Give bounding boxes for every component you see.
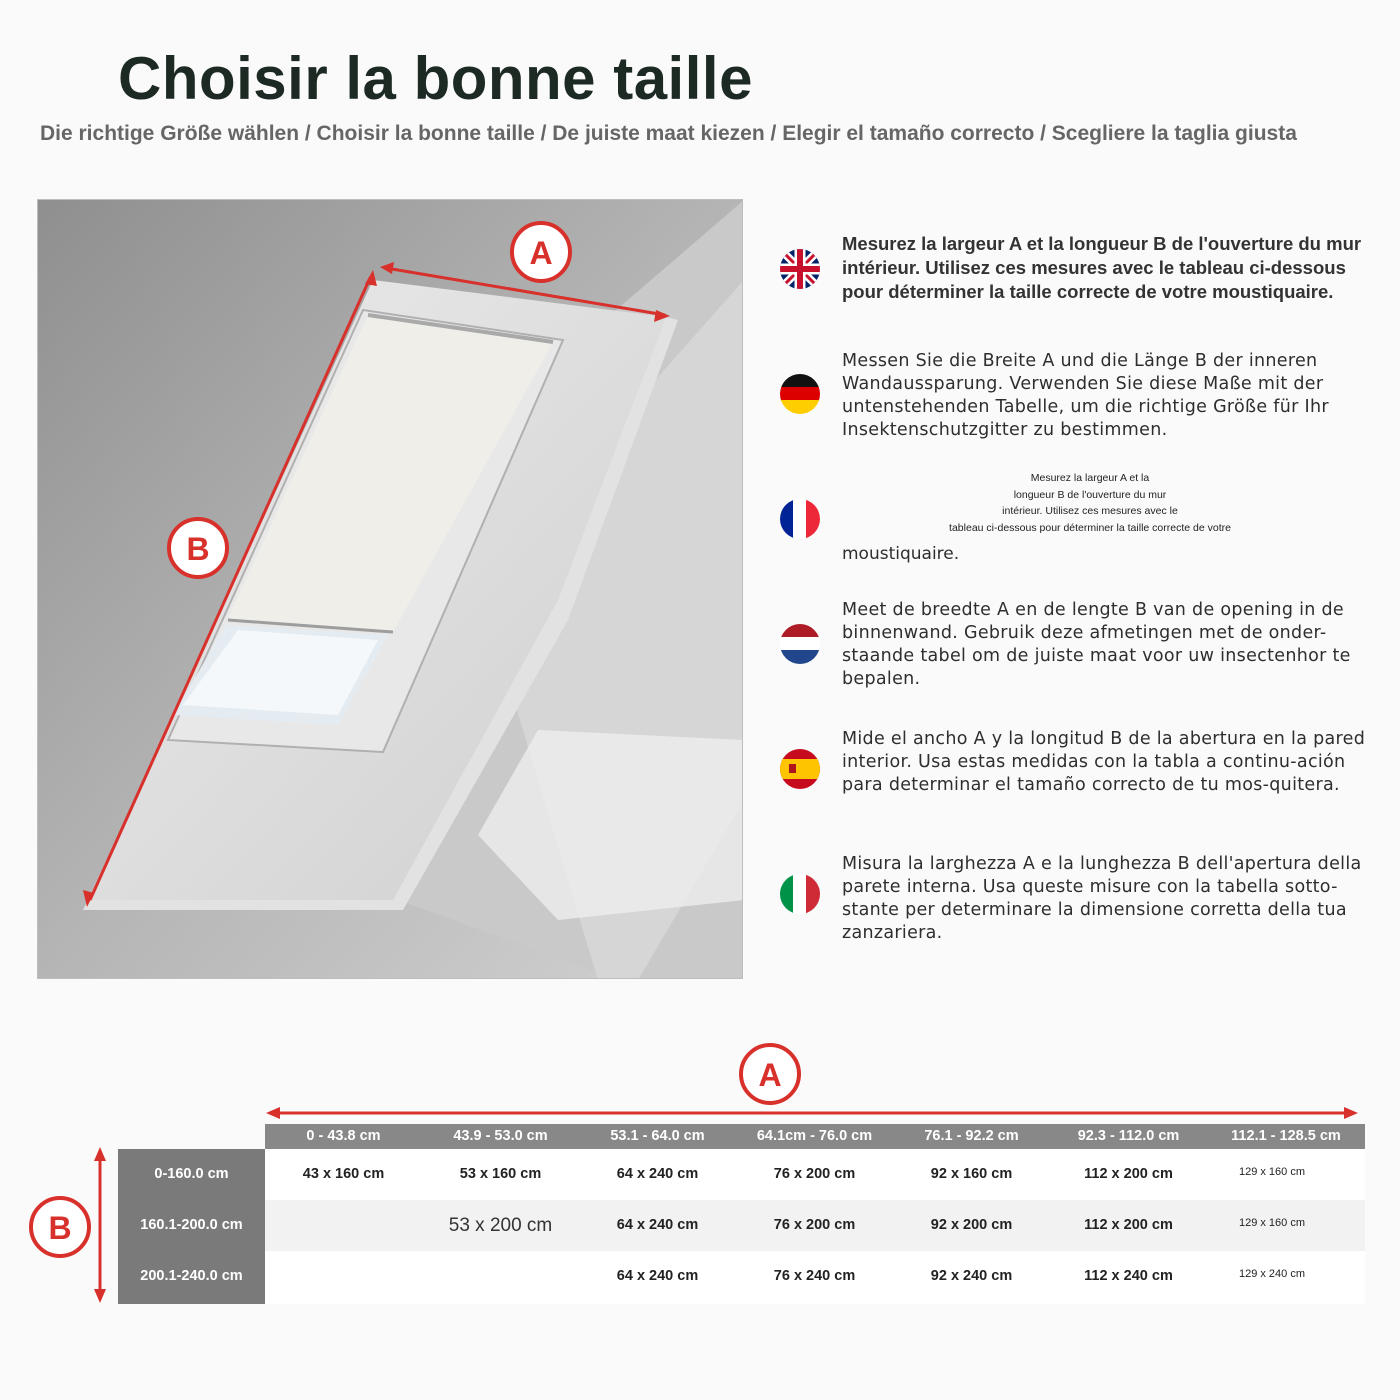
column-header: 92.3 - 112.0 cm: [1077, 1128, 1180, 1144]
skylight-photo: [37, 199, 743, 979]
spain-flag-icon: [780, 749, 820, 789]
table-cell: 112 x 200 cm: [1084, 1166, 1173, 1182]
instruction-text-fr-tail: moustiquaire.: [842, 544, 960, 564]
uk-flag-icon: [780, 249, 820, 289]
instruction-text-en: Mesurez la largeur A et la longueur B de l'ouverture du mur intérieur. Utilisez ces mesures avec le tableau ci-dessous pour déterminer la taille correcte de votre moustiquaire.: [842, 233, 1362, 302]
table-cell: 112 x 240 cm: [1084, 1268, 1173, 1284]
row-header: 160.1-200.0 cm: [140, 1217, 243, 1233]
column-header: 53.1 - 64.0 cm: [610, 1128, 705, 1144]
fr-line: intérieur. Utilisez ces mesures avec le: [1002, 505, 1178, 517]
column-header: 76.1 - 92.2 cm: [924, 1128, 1019, 1144]
table-cell: 43 x 160 cm: [302, 1166, 385, 1182]
page-subtitle: Die richtige Größe wählen / Choisir la bonne taille / De juiste maat kiezen / Elegir el tamaño correcto / Scegliere la taglia giusta: [40, 122, 1297, 145]
table-cell: 76 x 200 cm: [773, 1217, 856, 1233]
table-cell: [422, 1251, 579, 1302]
netherlands-flag-icon: [780, 624, 820, 664]
instruction-text-nl: Meet de breedte A en de lengte B van de opening in de binnenwand. Gebruik deze afmetingen met de onder-staande tabel om de juiste maat voor uw insectenhor te bepalen.: [842, 600, 1351, 689]
instruction-text-es: Mide el ancho A y la longitud B de la abertura en la pared interior. Usa estas medidas con la tabla a continu-ación para determinar el tamaño correcto de tu mos-quitera.: [842, 729, 1366, 795]
instruction-it: [780, 853, 1370, 948]
table-cell: 92 x 240 cm: [930, 1268, 1013, 1284]
badge-b: B: [186, 531, 210, 567]
table-cell: 64 x 240 cm: [616, 1166, 699, 1182]
germany-flag-icon: [780, 374, 820, 414]
instruction-de: [780, 350, 1370, 445]
instruction-text-it: Misura la larghezza A e la lunghezza B dell'apertura della parete interna. Usa queste misure con la tabella sotto-stante per determinare la dimensione corretta della tua zanzariera.: [842, 854, 1362, 943]
instruction-en: [780, 232, 1370, 312]
column-header: 43.9 - 53.0 cm: [453, 1128, 548, 1144]
badge-a: A: [529, 235, 553, 271]
table-cell: 76 x 240 cm: [773, 1268, 856, 1284]
table-cell: 92 x 160 cm: [930, 1166, 1013, 1182]
table-cell: 76 x 200 cm: [773, 1166, 856, 1182]
page-title: Choisir la bonne taille: [118, 45, 753, 112]
table-cell: 129 x 160 cm: [1238, 1217, 1306, 1229]
instruction-es: [780, 728, 1370, 823]
table-cell: 112 x 200 cm: [1084, 1217, 1173, 1233]
table-cell: 53 x 160 cm: [459, 1166, 542, 1182]
italy-flag-icon: [780, 874, 820, 914]
table-cell: 129 x 240 cm: [1238, 1268, 1306, 1280]
table-cell: [265, 1200, 422, 1251]
table-cell: 53 x 200 cm: [448, 1215, 553, 1236]
table-cell: 64 x 240 cm: [616, 1268, 699, 1284]
column-header: 64.1cm - 76.0 cm: [756, 1128, 873, 1144]
instruction-text-fr: [780, 470, 1400, 536]
instruction-fr: [780, 470, 1370, 570]
row-header: 0-160.0 cm: [154, 1166, 229, 1182]
fr-line: longueur B de l'ouverture du mur: [1013, 488, 1167, 501]
instruction-nl: [780, 599, 1370, 694]
table-badge-b: B: [48, 1210, 72, 1246]
row-header: 200.1-240.0 cm: [140, 1268, 243, 1284]
table-badge-a: A: [758, 1057, 782, 1093]
table-cell: 92 x 200 cm: [930, 1217, 1013, 1233]
fr-line: Mesurez la largeur A et la: [1030, 472, 1150, 484]
table-cell: 129 x 160 cm: [1238, 1166, 1306, 1178]
table-cell: 64 x 240 cm: [616, 1217, 699, 1233]
instruction-text-de: Messen Sie die Breite A und die Länge B der inneren Wandaussparung. Verwenden Sie diese Maße mit der untenstehenden Tabelle, um die richtige Größe für Ihr Insektenschutzgitter zu bestimmen.: [842, 351, 1329, 440]
fr-line: tableau ci-dessous pour déterminer la taille correcte de votre: [949, 521, 1231, 534]
column-header: 0 - 43.8 cm: [306, 1128, 381, 1144]
column-header: 112.1 - 128.5 cm: [1231, 1128, 1341, 1144]
table-cell: [265, 1251, 422, 1302]
